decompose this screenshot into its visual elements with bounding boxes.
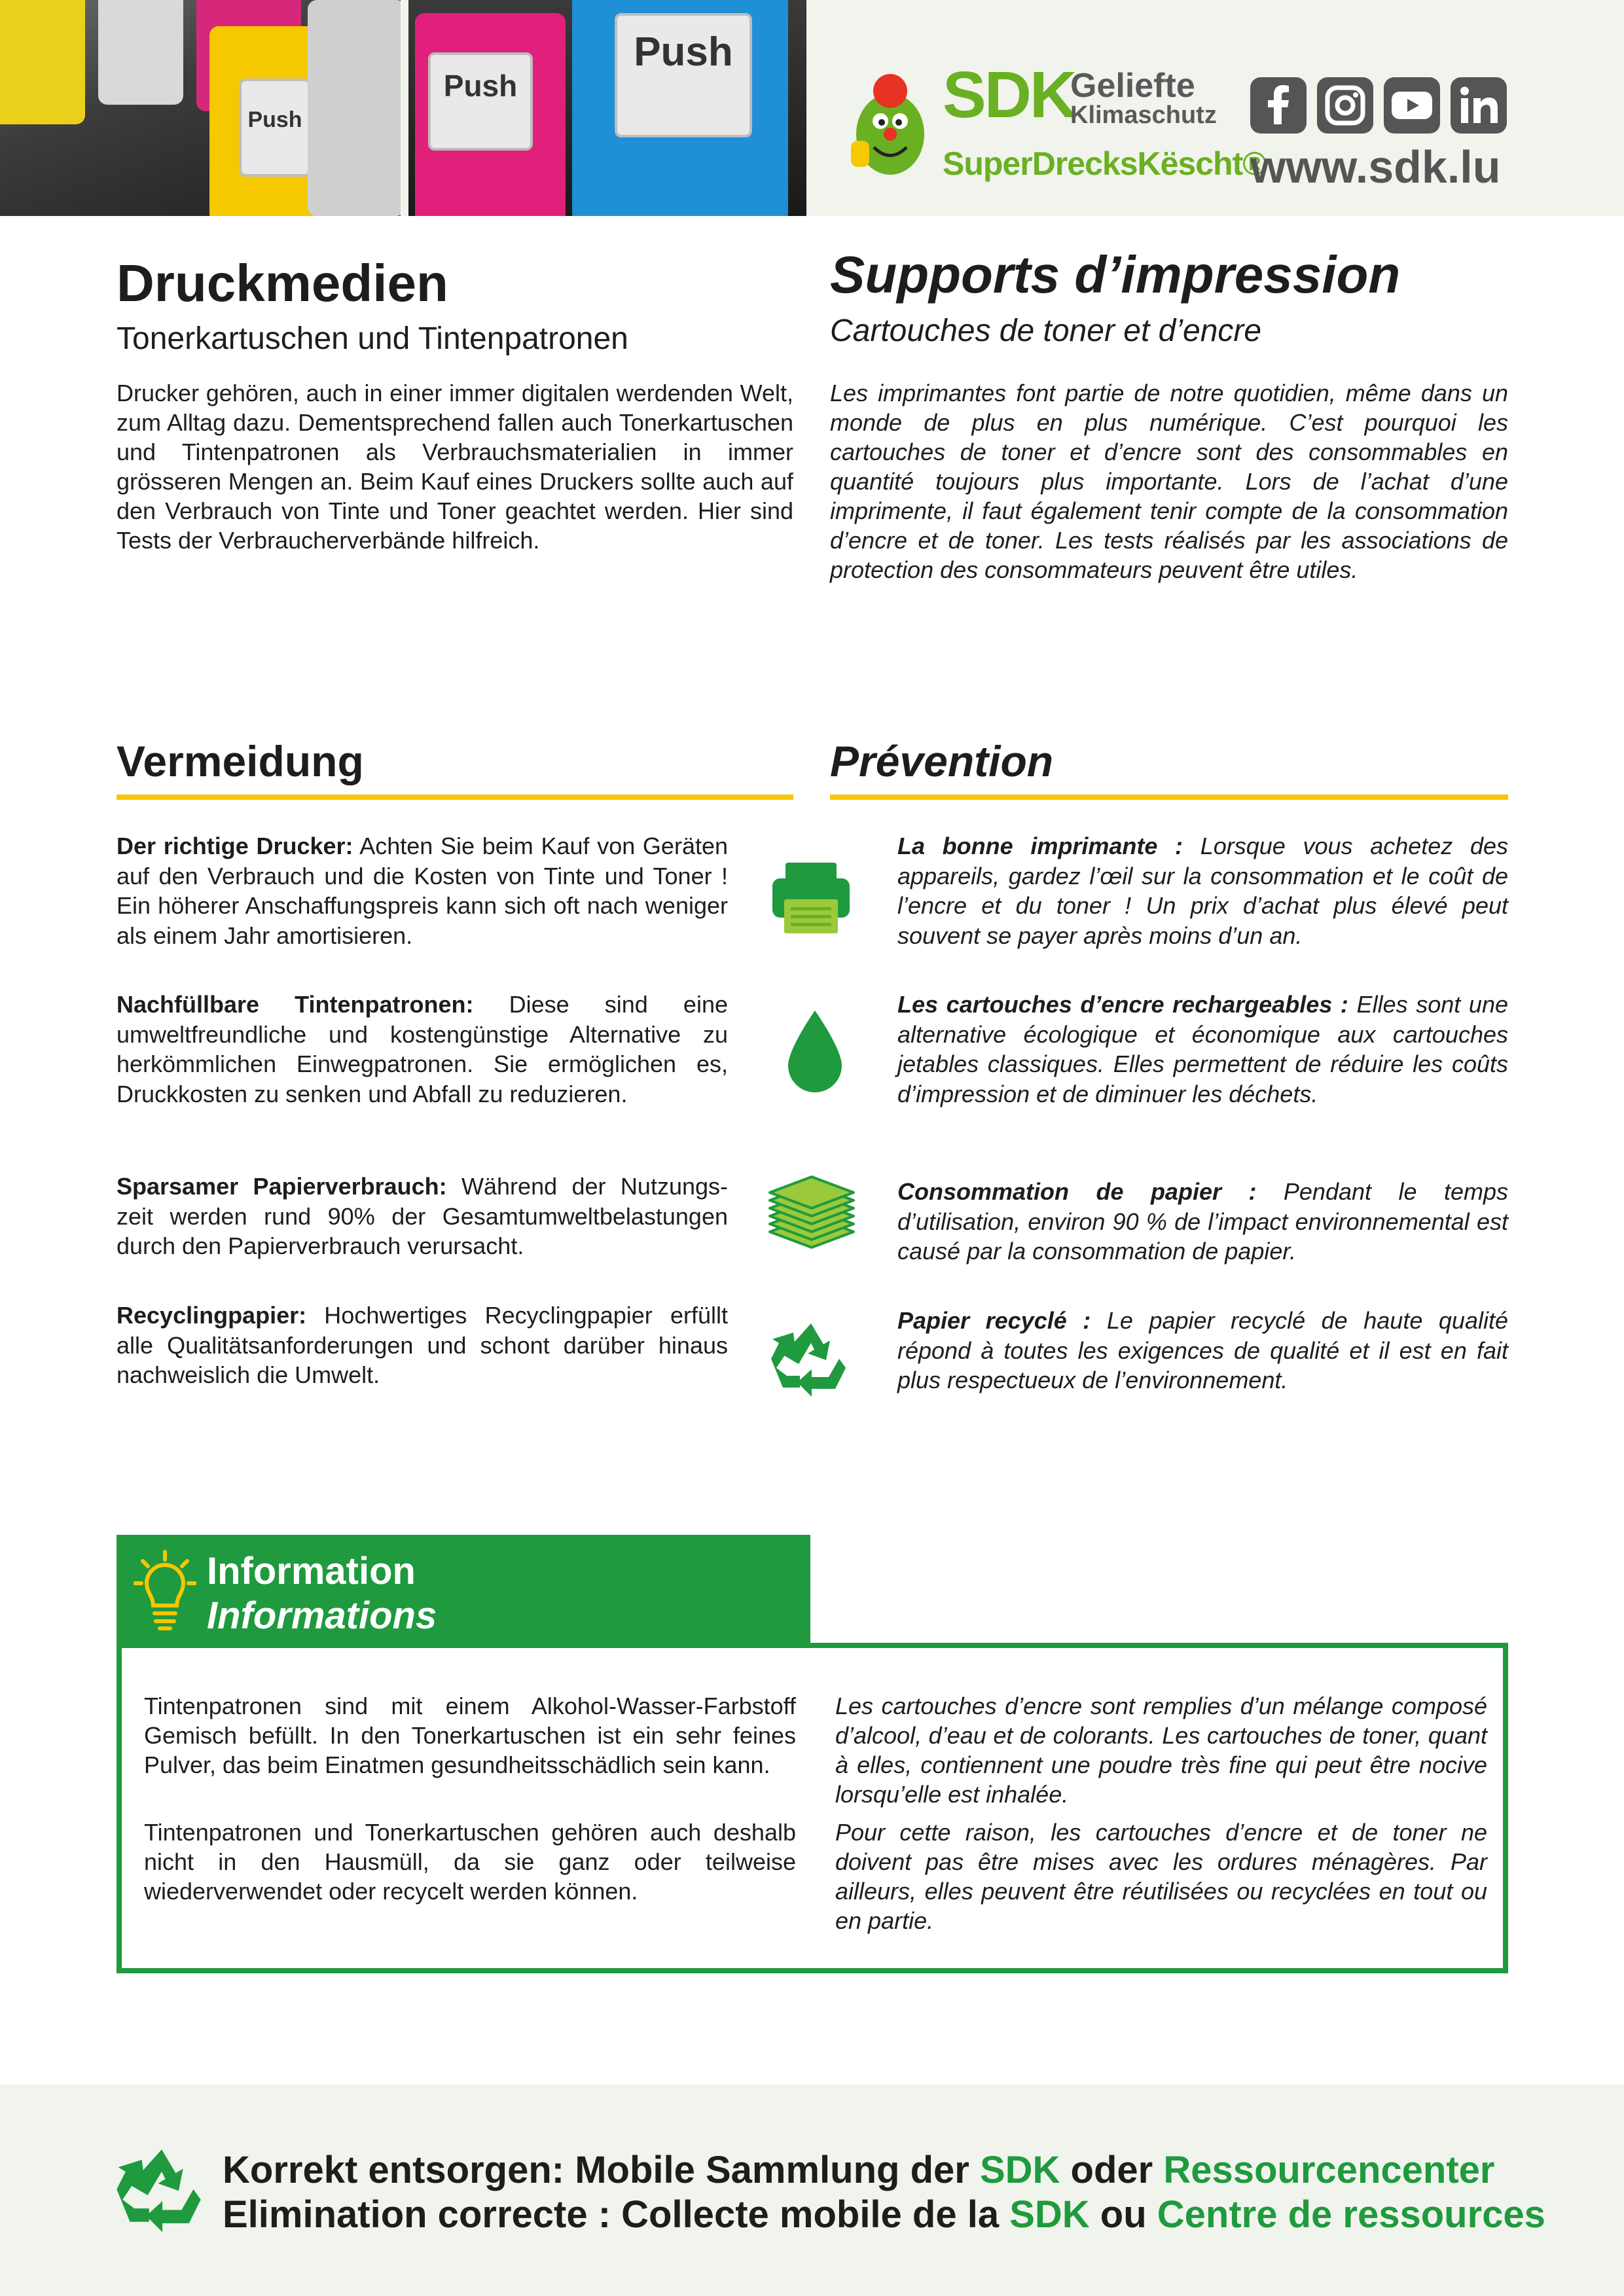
linkedin-icon[interactable] — [1451, 77, 1507, 134]
printer-icon — [770, 859, 852, 937]
section-rule-fr — [830, 795, 1508, 800]
cartridge-photo-right — [408, 0, 806, 216]
title-fr: Supports d’impression — [830, 245, 1401, 304]
recycle-icon — [770, 1319, 852, 1398]
info-paragraph-de: Tintenpatronen und Tonerkartuschen gehören auch deshalb nicht in den Hausmüll, da sie ganz oder teilweise wiederverwendet oder recycelt werden können. — [144, 1819, 796, 1905]
item-lead: Nachfüllbare Tintenpatronen: — [117, 991, 474, 1018]
item-lead: Les cartouches d’encre rechargeables : — [897, 991, 1348, 1018]
item-lead: La bonne imprimante : — [897, 833, 1183, 859]
item-text: Le papier recyclé de haute qualité répond à toutes les exigences de qualité et il est en fait plus respectueux de l’environnement. — [897, 1307, 1508, 1393]
brand-tagline: SuperDrecksKëscht® — [943, 145, 1267, 182]
info-title-fr: Informations — [207, 1594, 437, 1637]
item-text: Diese sind eine umweltfreundliche und kostengünstige Alternative zu herkömmlichen Einwegpatronen. Sie ermöglichen es, Druckkosten zu senken und Abfall zu reduzieren. — [117, 991, 728, 1107]
item-text: Achten Sie beim Kauf von Geräten auf den Verbrauch und die Kosten von Tinte und Toner ! Ein höherer Anschaffungspreis kann sich oft nach weniger als einem Jahr amortisieren. — [117, 833, 729, 949]
list-item-de — [117, 831, 728, 950]
resource-center-link[interactable]: Centre de ressources — [1157, 2193, 1545, 2236]
info-box — [117, 1643, 1508, 1973]
intro-de: Drucker gehören, auch in einer immer digitalen werdenden Welt, zum Alltag dazu. Dementsprechend fallen auch Tonerkartuschen und Tintenpatronen als Verbrauchsmaterialien in immer grösseren Mengen an. Beim Kauf eines Druckers sollte auch auf den Verbrauch von Tinte und Toner geachtet werden. Hier sind Tests der Verbraucherverbände hilfreich. — [117, 380, 793, 554]
disposal-line-de: Korrekt entsorgen: Mobile Sammlung der SDK oder Ressourcencenter — [223, 2149, 1495, 2191]
section-heading-de: Vermeidung — [117, 737, 364, 785]
youtube-icon[interactable] — [1384, 77, 1440, 134]
sdk-link[interactable]: SDK — [979, 2149, 1060, 2191]
cartridge-photo-left — [0, 0, 401, 216]
item-text: Pendant le temps d’utilisation, environ 90 % de l’impact environnemental est causé par la consommation de papier. — [897, 1178, 1508, 1265]
section-heading-fr: Prévention — [830, 737, 1054, 785]
item-lead: Sparsamer Papierverbrauch: — [117, 1173, 447, 1200]
subtitle-de: Tonerkartuschen und Tintenpatronen — [117, 321, 628, 356]
ink-drop-icon — [785, 1008, 844, 1093]
footer — [0, 2085, 1624, 2296]
item-lead: Consommation de papier : — [897, 1178, 1257, 1205]
info-paragraph-de: Tintenpatronen sind mit einem Alkohol-Wasser-Farbstoff Gemisch befüllt. In den Tonerkartuschen ist ein sehr feines Pulver, das beim Einatmen gesundheitsschädlich sein kann. — [144, 1693, 796, 1778]
list-item-fr — [897, 990, 1508, 1109]
brand-sdk: SDK — [943, 58, 1075, 132]
push-label: Push — [428, 52, 533, 151]
section-rule-de — [117, 795, 793, 800]
push-label: Push — [239, 79, 311, 177]
item-lead: Papier recyclé : — [897, 1307, 1091, 1334]
list-item-fr — [897, 831, 1508, 950]
list-item-fr — [897, 1177, 1508, 1266]
info-paragraph-fr: Les cartouches d’encre sont remplies d’un mélange composé d’alcool, d’eau et de colorants. Les cartouches de toner, quant à elles, contiennent une poudre très fine qui peut être nocive lorsqu’elle est inhalée. — [835, 1693, 1487, 1808]
website-link[interactable]: www.sdk.lu — [1250, 141, 1501, 192]
item-lead: Recyclingpapier: — [117, 1302, 307, 1329]
instagram-icon[interactable] — [1317, 77, 1373, 134]
info-header — [117, 1535, 810, 1646]
item-text: Elles sont une alternative écologique et économique aux cartouches jetables classiques. Elles permettent de réduire les coûts d’impression et de diminuer les déchets. — [897, 991, 1508, 1107]
subtitle-fr: Cartouches de toner et d’encre — [830, 314, 1262, 348]
item-lead: Der richtige Drucker: — [117, 833, 353, 859]
item-text: Hochwertiges Recyclingpapier erfüllt alle Qualitätsanforderungen und schont darüber hinaus nachweislich die Umwelt. — [117, 1302, 728, 1388]
recycle-icon — [115, 2144, 208, 2235]
item-text: Während der Nutzungs-zeit werden rund 90% der Gesamtumweltbelastungen durch den Papierverbrauch verursacht. — [117, 1173, 728, 1259]
list-item-de — [117, 1300, 728, 1390]
list-item-de — [117, 1172, 728, 1261]
info-paragraph-fr: Pour cette raison, les cartouches d’encre et de toner ne doivent pas être mises avec les ordures ménagères. Par ailleurs, elles peuvent être réutilisées ou recyclées en tout ou en partie. — [835, 1819, 1487, 1934]
push-label: Push — [615, 13, 752, 137]
brand-line1: Geliefte — [1070, 67, 1195, 105]
list-item-de — [117, 990, 728, 1109]
facebook-icon[interactable] — [1250, 77, 1307, 134]
sdk-link[interactable]: SDK — [1009, 2193, 1090, 2236]
brand-line2: Klimaschutz — [1070, 101, 1217, 129]
intro-fr: Les imprimantes font partie de notre quotidien, même dans un monde de plus en plus numérique. C’est pourquoi les cartouches de toner et d’encre sont des consommables en quantité toujours plus importante. Lors de l’achat d’une imprimente, il faut également tenir compte de la consommation d’encre et de toner. Les tests réalisés par les associations de protection des consommateurs peuvent être utiles. — [830, 380, 1508, 583]
title-de: Druckmedien — [117, 254, 448, 312]
header — [0, 0, 1624, 216]
sdk-logo[interactable] — [844, 58, 1532, 193]
item-text: Lorsque vous achetez des appareils, gardez l’œil sur la consommation et le coût de l’encre et du toner ! Un prix d’achat plus élevé peut souvent se payer après moins d’un an. — [897, 833, 1508, 949]
disposal-line-fr: Elimination correcte : Collecte mobile de la SDK ou Centre de ressources — [223, 2193, 1545, 2236]
resource-center-link[interactable]: Ressourcencenter — [1163, 2149, 1495, 2191]
mascot-logo — [844, 69, 936, 180]
list-item-fr — [897, 1306, 1508, 1395]
info-title-de: Information — [207, 1550, 416, 1592]
paper-stack-icon — [766, 1165, 857, 1257]
lightbulb-icon — [134, 1549, 196, 1632]
